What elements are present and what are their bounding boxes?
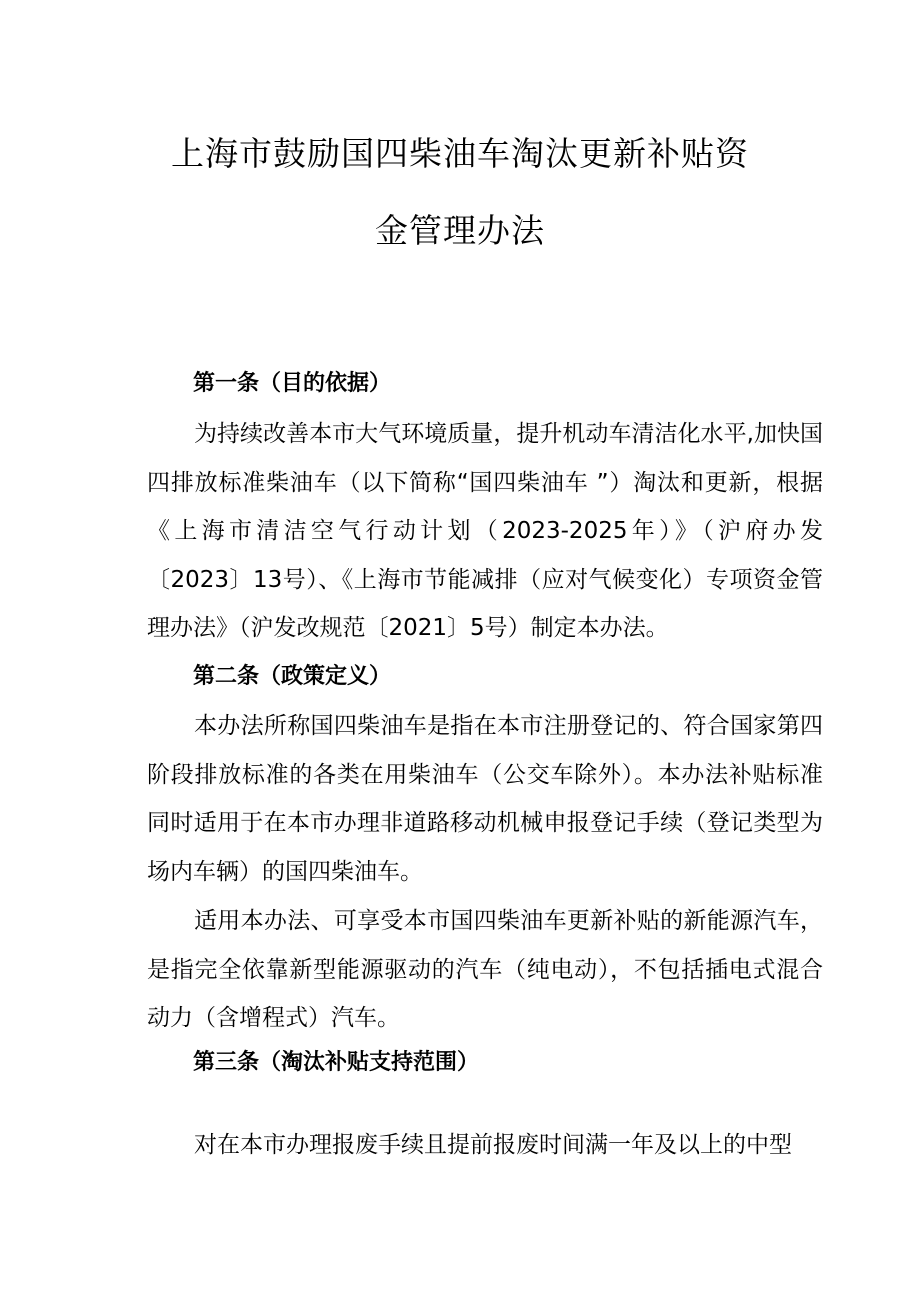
document-title-line-2: 金管理办法: [375, 211, 545, 250]
article-3-paragraph-1: 对在本市办理报废手续且提前报废时间满一年及以上的中型: [194, 1132, 792, 1158]
article-1-paragraph-1: 为持续改善本市大气环境质量，提升机动车清洁化水平,加快国四排放标准柴油车（以下简称“国四柴油车 ”）淘汰和更新，根据《上海市清洁空气行动计划（2023-2025年）》（沪府办发〔2023〕13号）、《上海市节能减排（应对气候变化）专项资金管理办法》（沪发改规范〔2021〕5号）制定本办法。: [147, 421, 823, 641]
article-1-heading: 第一条（目的依据）: [193, 371, 392, 396]
article-2-heading: 第二条（政策定义）: [193, 664, 392, 689]
article-2-paragraph-1: 本办法所称国四柴油车是指在本市注册登记的、符合国家第四阶段排放标准的各类在用柴油车（公交车除外）。本办法补贴标准同时适用于在本市办理非道路移动机械申报登记手续（登记类型为场内车辆）的国四柴油车。: [147, 713, 823, 885]
article-2-paragraph-2: 适用本办法、可享受本市国四柴油车更新补贴的新能源汽车，是指完全依靠新型能源驱动的汽车（纯电动），不包括插电式混合动力（含增程式）汽车。: [147, 908, 823, 1031]
document-title-line-1: 上海市鼓励国四柴油车淘汰更新补贴资: [171, 134, 749, 173]
article-3-heading: 第三条（淘汰补贴支持范围）: [193, 1050, 480, 1075]
